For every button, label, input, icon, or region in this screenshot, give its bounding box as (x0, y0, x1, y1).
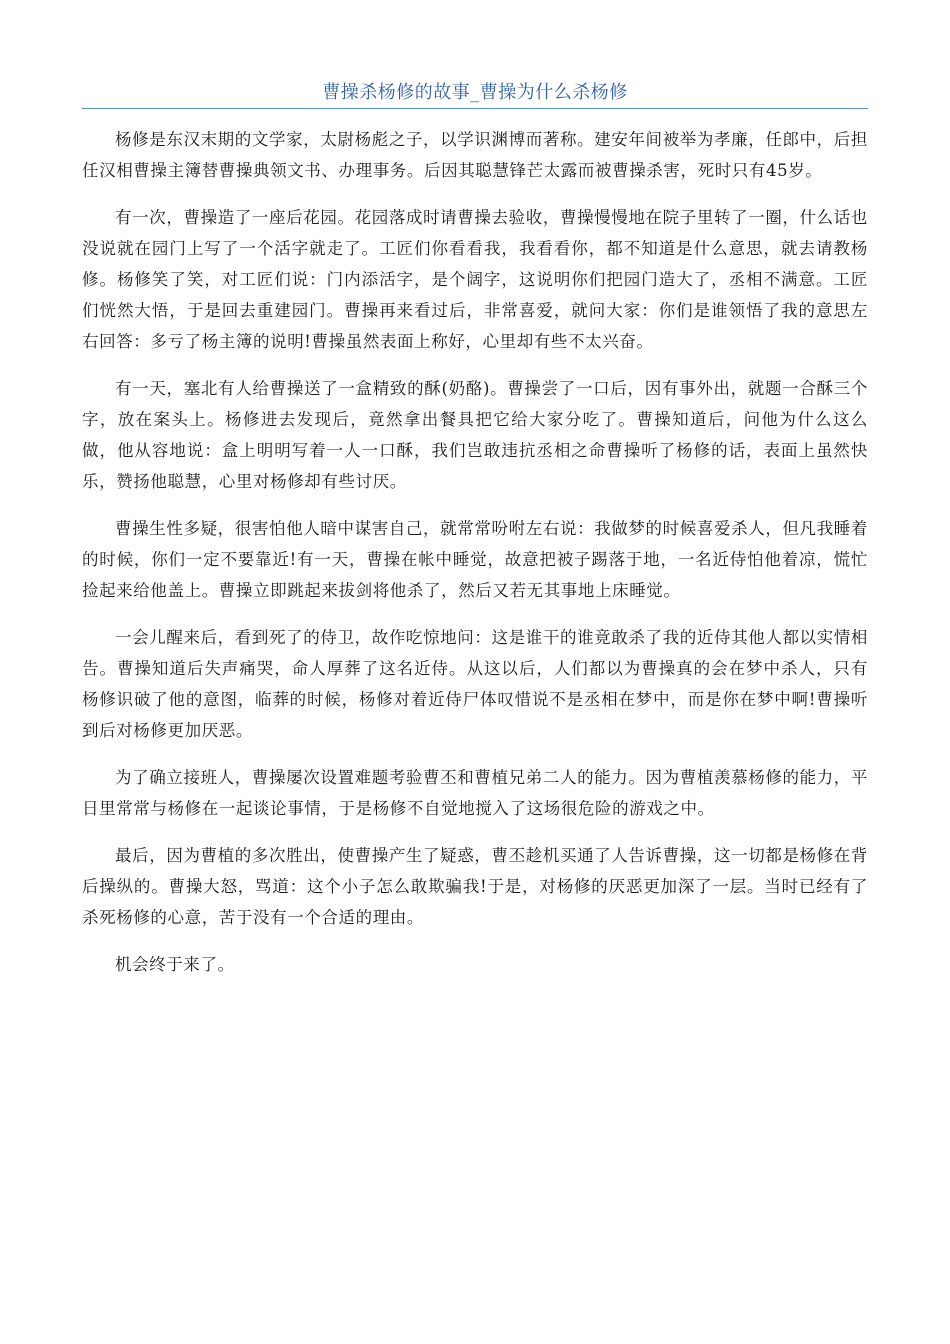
paragraph-3: 有一天，塞北有人给曹操送了一盒精致的酥(奶酪)。曹操尝了一口后，因有事外出，就题一合酥三个字，放在案头上。杨修进去发现后，竟然拿出餐具把它给大家分吃了。曹操知道后，问他为什么这么做，他从容地说：盒上明明写着一人一口酥，我们岂敢违抗丞相之命曹操听了杨修的话，表面上虽然快乐，赞扬他聪慧，心里对杨修却有些讨厌。 (82, 379, 868, 491)
article-body (82, 124, 868, 996)
paragraph-6: 为了确立接班人，曹操屡次设置难题考验曹丕和曹植兄弟二人的能力。因为曹植羡慕杨修的能力，平日里常常与杨修在一起谈论事情，于是杨修不自觉地搅入了这场很危险的游戏之中。 (82, 768, 868, 818)
page-title: 曹操杀杨修的故事_曹操为什么杀杨修 (322, 82, 628, 103)
paragraph-2: 有一次，曹操造了一座后花园。花园落成时请曹操去验收，曹操慢慢地在院子里转了一圈，什么话也没说就在园门上写了一个活字就走了。工匠们你看看我，我看看你，都不知道是什么意思，就去请教杨修。杨修笑了笑，对工匠们说：门内添活字，是个阔字，这说明你们把园门造大了，丞相不满意。工匠们恍然大悟，于是回去重建园门。曹操再来看过后，非常喜爱，就问大家：你们是谁领悟了我的意思左右回答：多亏了杨主簿的说明!曹操虽然表面上称好，心里却有些不太兴奋。 (82, 208, 868, 351)
paragraph-7: 最后，因为曹植的多次胜出，使曹操产生了疑惑，曹丕趁机买通了人告诉曹操，这一切都是杨修在背后操纵的。曹操大怒，骂道：这个小子怎么敢欺骗我!于是，对杨修的厌恶更加深了一层。当时已经有了杀死杨修的心意，苦于没有一个合适的理由。 (82, 846, 868, 927)
paragraph-4: 曹操生性多疑，很害怕他人暗中谋害自己，就常常吩咐左右说：我做梦的时候喜爱杀人，但凡我睡着的时候，你们一定不要靠近!有一天，曹操在帐中睡觉，故意把被子踢落于地，一名近侍怕他着凉，慌忙捡起来给他盖上。曹操立即跳起来拔剑将他杀了，然后又若无其事地上床睡觉。 (82, 519, 868, 600)
title-underline (82, 108, 868, 109)
paragraph-5: 一会儿醒来后，看到死了的侍卫，故作吃惊地问：这是谁干的谁竟敢杀了我的近侍其他人都以实情相告。曹操知道后失声痛哭，命人厚葬了这名近侍。从这以后，人们都以为曹操真的会在梦中杀人，只有杨修识破了他的意图，临葬的时候，杨修对着近侍尸体叹惜说不是丞相在梦中，而是你在梦中啊!曹操听到后对杨修更加厌恶。 (82, 628, 868, 740)
paragraph-8: 机会终于来了。 (115, 955, 235, 974)
paragraph-1: 杨修是东汉末期的文学家，太尉杨彪之子，以学识渊博而著称。建安年间被举为孝廉，任郎中，后担任汉相曹操主簿替曹操典领文书、办理事务。后因其聪慧锋芒太露而被曹操杀害，死时只有45岁。 (82, 130, 868, 180)
